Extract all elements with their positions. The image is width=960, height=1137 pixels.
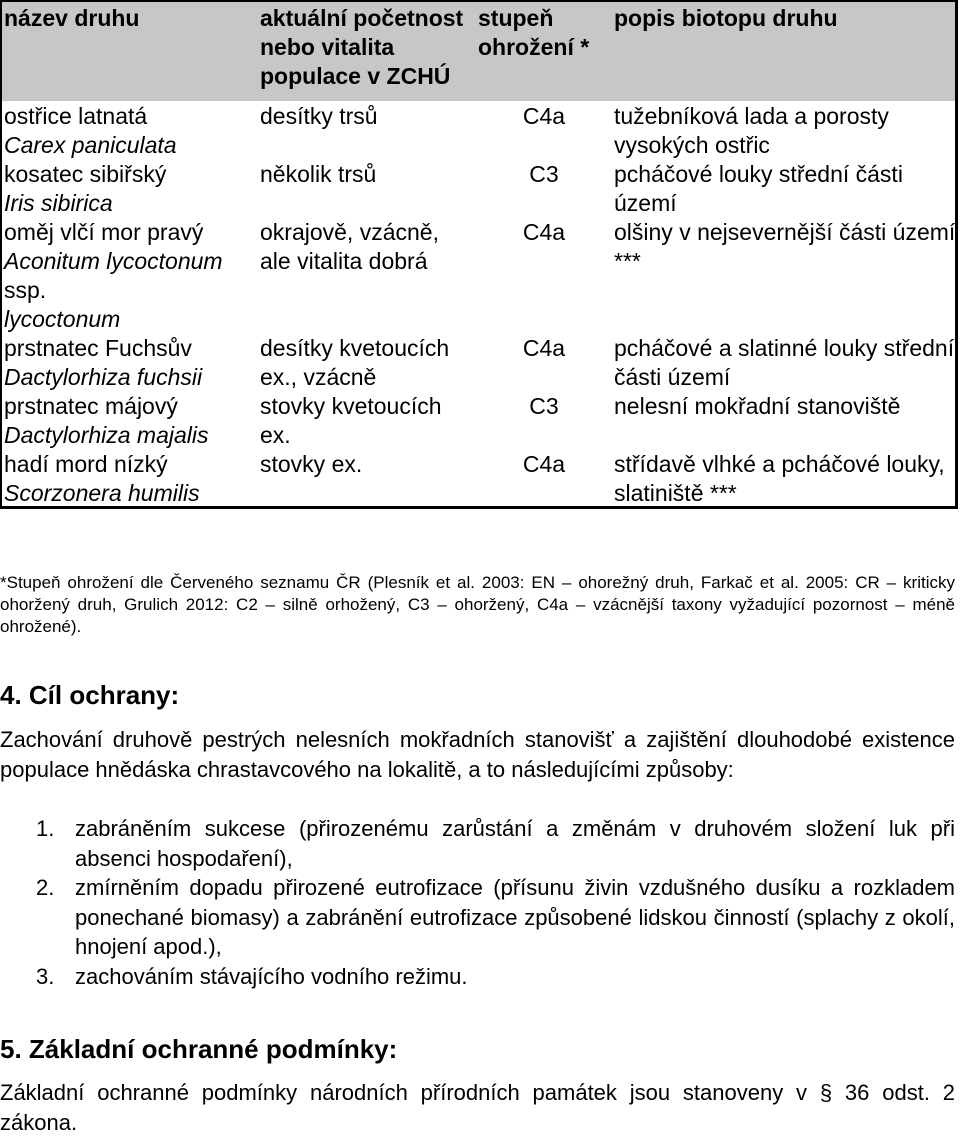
population-cell: stovky kvetoucích ex. [260, 393, 442, 448]
species-subspecies-name: lycoctonum [4, 306, 121, 332]
species-latin-name: Scorzonera humilis [4, 480, 200, 506]
table-row [0, 334, 957, 392]
biotope-cell: tužebníková lada a porosty vysokých ostřic [614, 103, 889, 158]
section-4-intro: Zachování druhově pestrých nelesních mokřadních stanovišť a zajištění dlouhodobé existence populace hnědáska chrastavcového na lokalitě, a to následujícími způsoby: [0, 727, 955, 782]
list-item-number: 3. [36, 963, 55, 989]
section-4-heading: 4. Cíl ochrany: [0, 680, 180, 710]
population-cell: několik trsů [260, 161, 377, 187]
biotope-cell: olšiny v nejsevernější části území *** [614, 219, 956, 274]
header-threat-status: stupeň ohrožení * [474, 0, 610, 101]
species-name-cell [0, 101, 256, 160]
section-5-heading: 5. Základní ochranné podmínky: [0, 1034, 398, 1064]
biotope-cell: pcháčové louky střední části území [614, 161, 903, 216]
goals-list [0, 814, 955, 991]
list-item-number: 2. [36, 875, 55, 900]
population-cell: desítky kvetoucích ex., vzácně [260, 335, 450, 390]
header-population: aktuální početnost nebo vitalita populace v ZCHÚ [256, 0, 474, 101]
biotope-cell: pcháčové a slatinné louky střední části území [614, 335, 955, 390]
species-latin-name: Iris sibirica [4, 190, 113, 216]
species-subspecies-abbrev: ssp. [4, 277, 47, 303]
species-czech-name: prstnatec májový [4, 393, 178, 419]
species-latin-name: Carex paniculata [4, 132, 177, 158]
threat-status-cell: C3 [529, 393, 559, 419]
table-row [0, 160, 957, 218]
species-name-cell [0, 450, 256, 508]
threat-status-cell: C4a [522, 335, 566, 361]
species-czech-name: kosatec sibiřský [4, 161, 167, 187]
threat-status-cell: C4a [522, 451, 566, 477]
species-czech-name: ostřice latnatá [4, 103, 148, 129]
table-footnote: *Stupeň ohrožení dle Červeného seznamu ČR (Plesník et al. 2003: EN – ohorežný druh, Farkač et al. 2005: CR – kriticky ohoržený druh, Grulich 2012: C2 – silně orhožený, C3 – ohoržený, C4a – vzácnější taxony vyžadující pozornost – méně ohrožené). [0, 573, 955, 636]
threat-status-cell: C4a [522, 219, 566, 245]
species-table [0, 0, 957, 508]
species-latin-name: Dactylorhiza majalis [4, 422, 209, 448]
table-row [0, 450, 957, 508]
species-czech-name: hadí mord nízký [4, 451, 168, 477]
table-header-row [0, 0, 957, 101]
species-czech-name: oměj vlčí mor pravý [4, 219, 204, 245]
population-cell: okrajově, vzácně, ale vitalita dobrá [260, 219, 439, 274]
table-row [0, 101, 957, 160]
list-item-text: zabráněním sukcese (přirozenému zarůstání a změnám v druhovém složení luk při absenci hospodaření), [75, 816, 955, 871]
header-biotope: popis biotopu druhu [610, 0, 957, 101]
list-item-text: zmírněním dopadu přirozené eutrofizace (přísunu živin vzdušného dusíku a rozkladem ponechané biomasy) a zabránění eutrofizace způsobené lidskou činností (splachy z okolí, hnojení apod.), [75, 875, 955, 959]
species-name-cell [0, 218, 256, 334]
species-czech-name: prstnatec Fuchsův [4, 335, 192, 361]
biotope-cell: nelesní mokřadní stanoviště [614, 393, 901, 419]
list-item-number: 1. [36, 816, 55, 841]
threat-status-cell: C4a [522, 103, 566, 129]
species-latin-name: Aconitum lycoctonum [4, 248, 223, 274]
biotope-cell: střídavě vlhké a pcháčové louky, slatiniště *** [614, 451, 945, 506]
list-item [0, 962, 955, 992]
species-latin-name: Dactylorhiza fuchsii [4, 364, 203, 390]
table-row [0, 218, 957, 334]
section-5-text: Základní ochranné podmínky národních přírodních památek jsou stanoveny v § 36 odst. 2 zákona. [0, 1080, 955, 1135]
species-name-cell [0, 392, 256, 450]
list-item-text: zachováním stávajícího vodního režimu. [75, 963, 468, 989]
list-item [0, 814, 955, 873]
population-cell: desítky trsů [260, 103, 378, 129]
list-item [0, 873, 955, 962]
table-row [0, 392, 957, 450]
threat-status-cell: C3 [529, 161, 559, 187]
species-name-cell [0, 334, 256, 392]
species-name-cell [0, 160, 256, 218]
population-cell: stovky ex. [260, 451, 363, 477]
header-species-name: název druhu [0, 0, 256, 101]
